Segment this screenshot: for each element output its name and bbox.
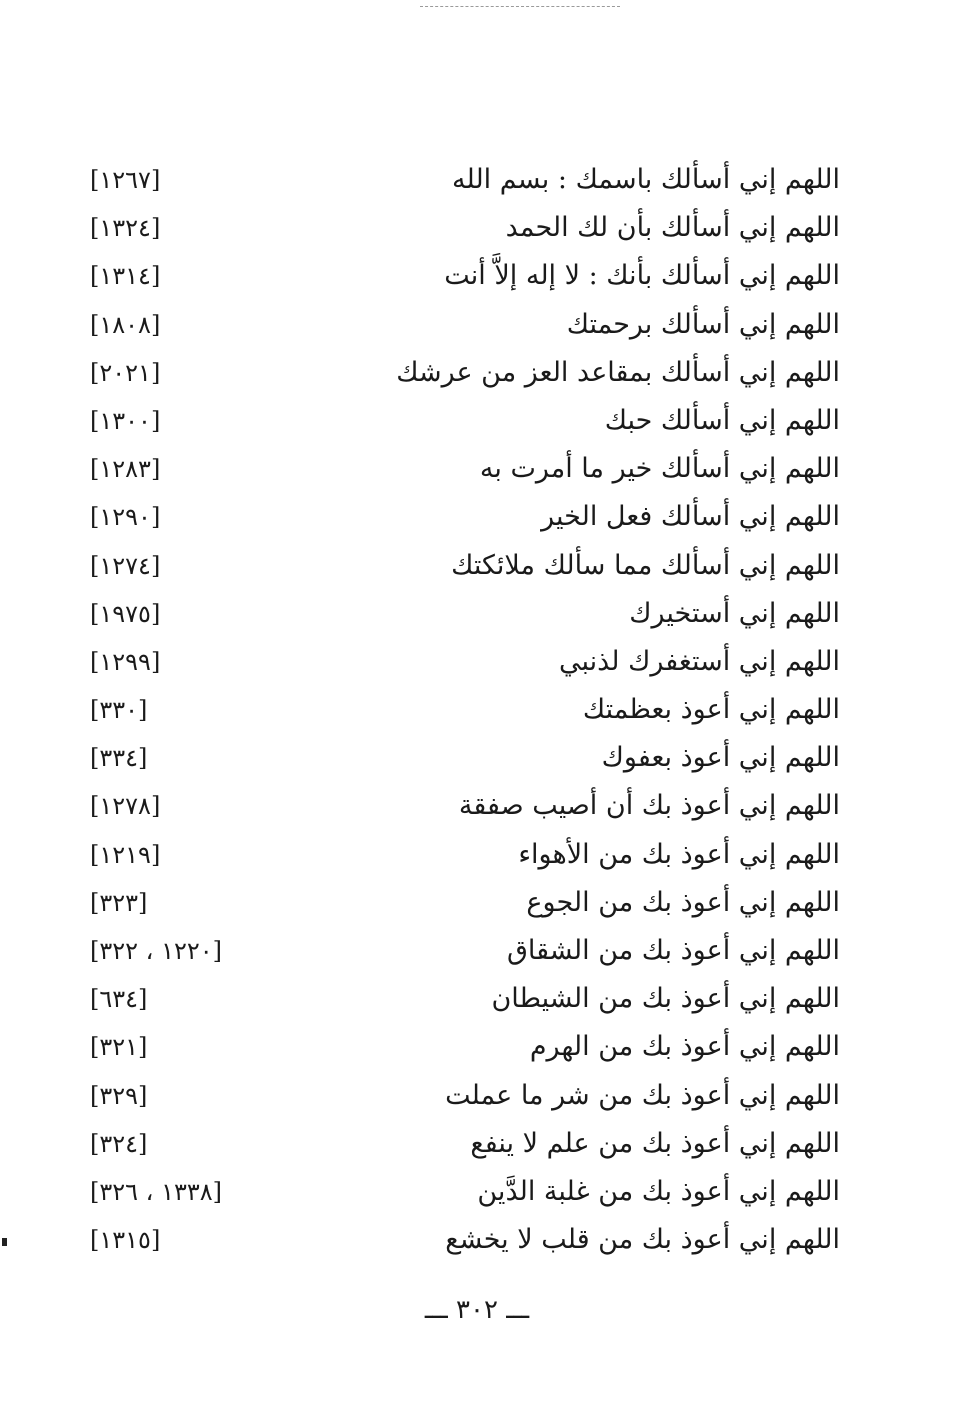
entry-reference: [١٣٠٠] [90,406,161,435]
list-item [70,397,840,445]
entry-reference: [١٢١٩] [90,840,161,869]
entry-text: اللهم إني أعوذ بك أن أصيب صفقة [458,790,840,822]
entry-reference: [١٢٧٤] [90,551,161,580]
page-number: ـــ ٣٠٢ ـــ [424,1295,530,1325]
entry-text: اللهم إني أسألك بمقاعد العز من عرشك [396,356,840,388]
entry-text: اللهم إني أعوذ بك من شر ما عملت [445,1079,840,1111]
list-item [70,301,840,349]
entry-reference: [٣٢٩] [90,1081,148,1110]
entry-reference: [١٣٢٤] [90,214,161,243]
list-item [70,204,840,252]
entry-text: اللهم إني أسألك فعل الخير [541,501,840,533]
list-item [70,1120,840,1168]
list-item [70,590,840,638]
entry-reference: [١٣١٤] [90,262,161,291]
list-item [70,879,840,927]
entry-text: اللهم إني أستغفرك لذنبي [558,645,840,677]
entry-text: اللهم إني أعوذ بك من الجوع [526,886,840,918]
list-item [70,686,840,734]
entry-reference: [٣٢٣] [90,888,148,917]
list-item [70,1072,840,1120]
list-item [70,734,840,782]
entry-reference: [١٨٠٨] [90,310,161,339]
entry-reference: [٣٢٤] [90,1129,148,1158]
top-rule [420,6,620,7]
entry-text: اللهم إني أسألك خير ما أمرت به [479,453,840,485]
entry-text: اللهم إني أعوذ بعظمتك [582,694,840,726]
list-item [70,1023,840,1071]
list-item [70,156,840,204]
entry-text: اللهم إني أعوذ بك من الشيطان [491,983,840,1015]
entry-reference: [١٢٧٨] [90,792,161,821]
entry-text: اللهم إني أسألك حبك [604,404,840,436]
entry-text: اللهم إني أسألك برحمتك [566,308,840,340]
list-item [70,1168,840,1216]
list-item [70,445,840,493]
entry-reference: [١٣١٥] [90,1226,161,1255]
entry-text: اللهم إني أعوذ بعفوك [601,742,840,774]
entry-text: اللهم إني أعوذ بك من علم لا ينفع [470,1127,840,1159]
entry-text: اللهم إني أعوذ بك من غلبة الدَّين [477,1175,840,1207]
entry-text: اللهم إني أعوذ بك من الهرم [529,1031,840,1063]
list-item [70,252,840,300]
list-item [70,1216,840,1264]
entry-reference: [١٢٢٠ ، ٣٢٢] [90,937,222,965]
entry-reference: [١٢٦٧] [90,166,161,194]
entry-reference: [٢٠٢١] [90,358,161,387]
entry-text: اللهم إني أسألك بأن لك الحمد [505,212,840,244]
list-item [70,831,840,879]
entry-reference: [٣٣٠] [90,696,148,725]
entry-text: اللهم إني أعوذ بك من الأهواء [518,838,840,870]
entry-reference: [١٢٩٠] [90,503,161,532]
list-item [70,638,840,686]
margin-mark [2,1238,7,1246]
list-item [70,927,840,975]
entry-reference: [١٣٣٨ ، ٣٢٦] [90,1177,222,1206]
entry-reference: [١٩٧٥] [90,599,161,628]
entry-list [70,156,840,1264]
entry-text: اللهم إني أستخيرك [629,597,840,629]
entry-text: اللهم إني أعوذ بك من قلب لا يخشع [445,1224,840,1256]
entry-text: اللهم إني أسألك بأنك : لا إله إلاَّ أنت [444,260,840,292]
entry-reference: [١٢٨٣] [90,455,161,484]
list-item [70,542,840,590]
entry-text: اللهم إني أسألك مما سألك ملائكتك [451,549,840,581]
entry-reference: [١٢٩٩] [90,647,161,676]
list-item [70,349,840,397]
entry-reference: [٣٣٤] [90,744,148,773]
list-item [70,493,840,541]
list-item [70,975,840,1023]
entry-reference: [٣٢١] [90,1033,148,1062]
list-item [70,782,840,830]
entry-reference: [٦٣٤] [90,985,148,1014]
entry-text: اللهم إني أسألك باسمك : بسم الله [452,164,840,195]
entry-text: اللهم إني أعوذ بك من الشقاق [506,935,840,966]
